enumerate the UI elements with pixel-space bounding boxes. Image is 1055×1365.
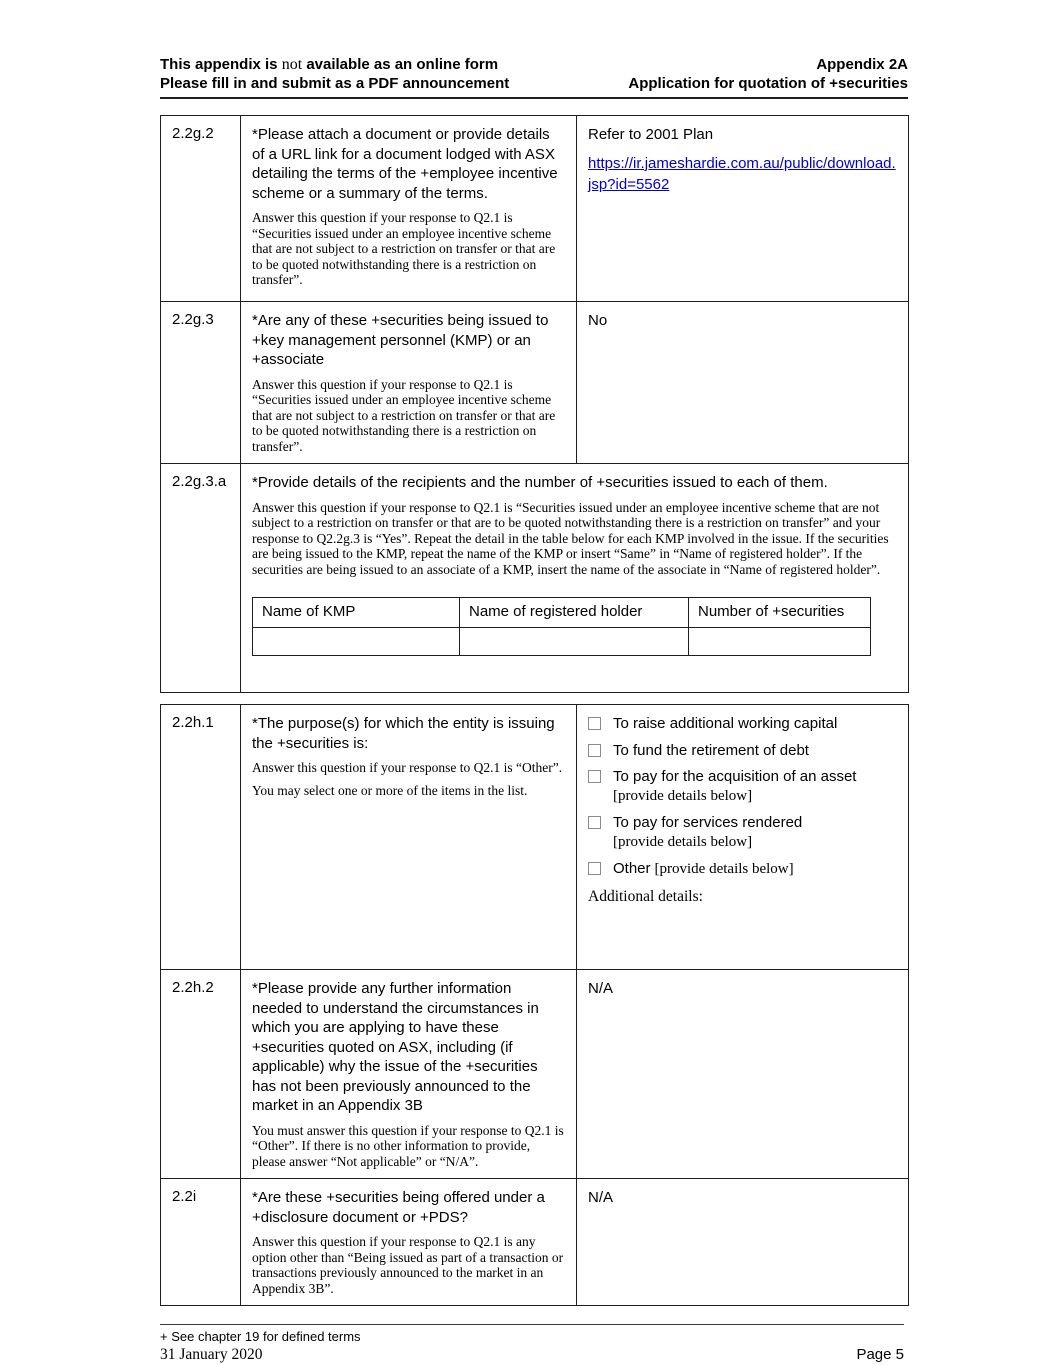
question-text: *The purpose(s) for which the entity is issuing the +securities is: [252, 715, 555, 752]
checkbox-option-working-capital[interactable] [588, 714, 897, 734]
question-text: *Provide details of the recipients and the number of +securities issued to each of them. [252, 474, 828, 491]
kmp-header-number-securities: Number of +securities [689, 598, 871, 628]
footer-row [160, 1346, 904, 1364]
table-row-2-2h-1 [161, 705, 909, 970]
checkbox-icon[interactable] [588, 770, 601, 783]
question-note: Answer this question if your response to Q2.1 is “Securities issued under an employee incentive scheme that are not subject to a restriction on transfer or that are to be quoted notwithstanding there is a restriction on transfer”. [252, 376, 556, 454]
checkbox-label: To pay for services rendered [613, 814, 803, 831]
checkbox-label: To fund the retirement of debt [613, 741, 809, 759]
checkbox-icon[interactable] [588, 744, 601, 757]
form-table-lower [160, 704, 909, 1306]
header-left-line1 [160, 56, 509, 75]
item-number: 2.2g.3.a [161, 464, 241, 693]
checkbox-option-acquisition-of-asset[interactable] [588, 767, 897, 806]
checkbox-option-other[interactable] [588, 859, 897, 880]
answer-text: Refer to 2001 Plan [588, 126, 714, 143]
checkbox-icon[interactable] [588, 862, 601, 875]
header-left-line1-post: available as an online form [302, 56, 499, 73]
kmp-input-cell [689, 628, 871, 656]
header-left-line1-pre: This appendix is [160, 56, 282, 73]
question-text: *Please attach a document or provide details of a URL link for a document lodged with ASX detailing the terms of the +employee incentive scheme or a summary of the terms. [252, 126, 558, 202]
question-note: Answer this question if your response to Q2.1 is “Securities issued under an employee incentive scheme that are not subject to a restriction on transfer or that are to be quoted notwithstanding there is a restriction on transfer” and your response to Q2.2g.3 is “Yes”. Repeat the detail in the table below for each KMP involved in the issue. If the securities are being issued to the KMP, repeat the name of the KMP or insert “Same” in “Name of registered holder”. If the securities are being issued to an associate of a KMP, insert the name of the associate in “Name of registered holder”. [252, 499, 889, 577]
question-cell-wide [241, 464, 909, 693]
question-cell [241, 970, 577, 1179]
table-row-2-2h-2 [161, 970, 909, 1179]
header-left [160, 56, 509, 93]
question-note-2: You may select one or more of the items in the list. [252, 782, 528, 798]
item-number: 2.2h.2 [161, 970, 241, 1179]
checkbox-label-group [613, 813, 802, 852]
checkbox-label: To raise additional working capital [613, 715, 838, 732]
table-row-2-2i [161, 1179, 909, 1306]
checkbox-option-services-rendered[interactable] [588, 813, 897, 852]
question-cell [241, 302, 577, 464]
kmp-header-row [253, 598, 871, 628]
question-text: *Please provide any further information needed to understand the circumstances in which you are applying to have these +securities quoted on ASX, including (if applicable) why the issue of the +securities has not been previously announced to the market in an Appendix 3B [252, 980, 539, 1114]
question-note: Answer this question if your response to Q2.1 is “Other”. [252, 760, 563, 775]
question-note: Answer this question if your response to Q2.1 is any option other than “Being issued as part of a transaction or transactions previously announced to the market in an Appendix 3B”. [252, 1234, 564, 1296]
answer-cell [577, 970, 909, 1179]
answer-link-wrap [588, 153, 897, 195]
checkbox-label-group [613, 767, 856, 806]
appendix-title: Appendix 2A [816, 56, 908, 73]
document-header [160, 56, 908, 99]
answer-text: N/A [588, 1189, 614, 1206]
answer-cell [577, 116, 909, 302]
kmp-input-cell [253, 628, 460, 656]
question-cell [241, 1179, 577, 1306]
checkbox-icon[interactable] [588, 717, 601, 730]
document-footer [160, 1324, 904, 1364]
answer-cell [577, 1179, 909, 1306]
item-number: 2.2h.1 [161, 705, 241, 970]
question-text: *Are these +securities being offered under a +disclosure document or +PDS? [252, 1189, 545, 1226]
kmp-header-name: Name of KMP [253, 598, 460, 628]
kmp-empty-row [253, 628, 871, 656]
question-cell [241, 116, 577, 302]
checkbox-label: Other [613, 860, 651, 877]
question-text: *Are any of these +securities being issued to +key management personnel (KMP) or an +associate [252, 312, 549, 368]
table-row-2-2g-3a [161, 464, 909, 693]
answer-text: No [588, 312, 608, 329]
form-table-upper [160, 115, 909, 693]
item-number: 2.2g.2 [161, 116, 241, 302]
question-cell [241, 705, 577, 970]
document-url-link[interactable]: https://ir.jameshardie.com.au/public/download.jsp?id=5562 [588, 154, 896, 193]
answer-text: N/A [588, 980, 614, 997]
checkbox-detail: [provide details below] [654, 861, 794, 877]
header-left-line1-not: not [281, 56, 303, 73]
appendix-subtitle: Application for quotation of +securities [628, 74, 908, 92]
checkbox-option-retirement-of-debt[interactable] [588, 741, 897, 761]
footer-page-number: Page 5 [856, 1346, 904, 1363]
checkbox-label: To pay for the acquisition of an asset [613, 768, 857, 785]
table-row-2-2g-3 [161, 302, 909, 464]
checkbox-icon[interactable] [588, 816, 601, 829]
answer-cell-options [577, 705, 909, 970]
footer-date: 31 January 2020 [160, 1346, 263, 1363]
header-right [628, 56, 908, 93]
answer-cell [577, 302, 909, 464]
header-left-line2: Please fill in and submit as a PDF announcement [160, 74, 510, 92]
question-note: You must answer this question if your response to Q2.1 is “Other”. If there is no other information to provide, please answer “Not applicable” or “N/A”. [252, 1122, 564, 1169]
kmp-header-registered-holder: Name of registered holder [460, 598, 689, 628]
footer-defined-terms-note: + See chapter 19 for defined terms [160, 1329, 361, 1344]
kmp-table [252, 597, 871, 656]
question-note: Answer this question if your response to Q2.1 is “Securities issued under an employee incentive scheme that are not subject to a restriction on transfer or that are to be quoted notwithstanding there is a restriction on transfer”. [252, 210, 556, 287]
document-page [160, 56, 908, 1364]
checkbox-detail: [provide details below] [613, 787, 753, 804]
item-number: 2.2i [161, 1179, 241, 1306]
kmp-input-cell [460, 628, 689, 656]
table-row-2-2g-2 [161, 116, 909, 302]
checkbox-detail: [provide details below] [613, 833, 753, 850]
additional-details-label: Additional details: [588, 887, 703, 905]
checkbox-label-group [613, 859, 794, 880]
item-number: 2.2g.3 [161, 302, 241, 464]
